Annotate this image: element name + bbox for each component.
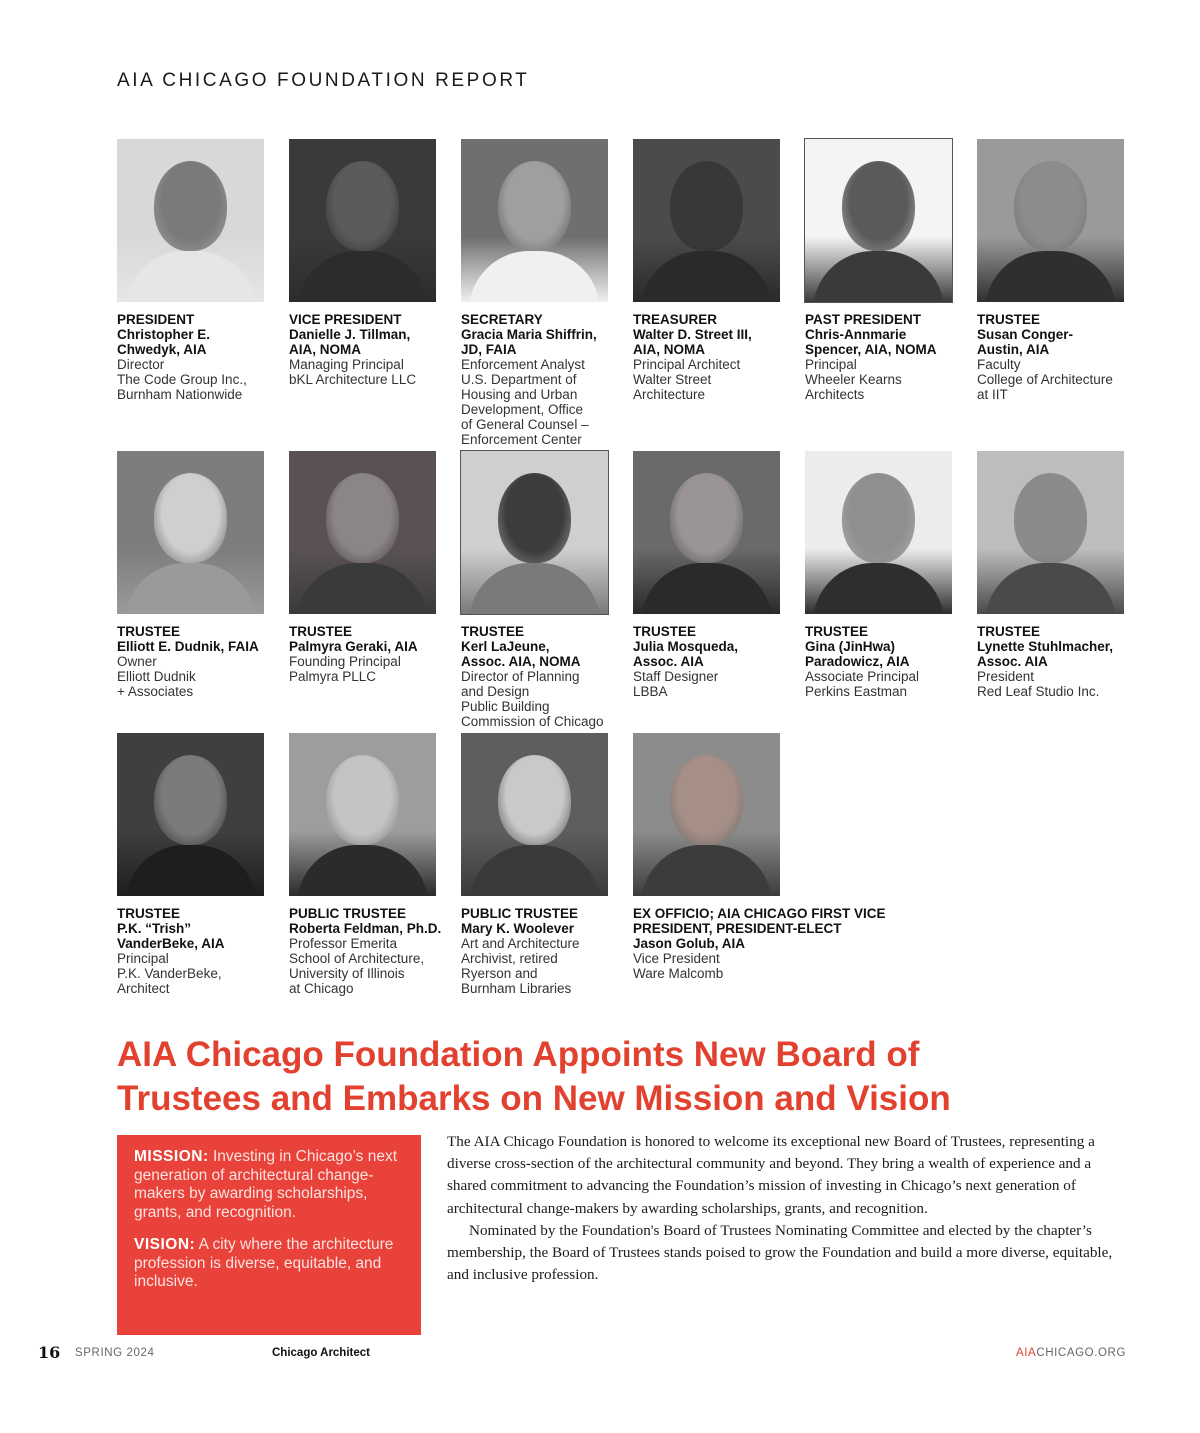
member-role: TRUSTEE bbox=[977, 624, 1041, 639]
page-footer bbox=[0, 1343, 1200, 1366]
member-affiliation: President Red Leaf Studio Inc. bbox=[977, 669, 1100, 699]
website-link[interactable] bbox=[1016, 1347, 1126, 1359]
portrait-face bbox=[498, 161, 571, 251]
member-name: Elliott E. Dudnik, FAIA bbox=[117, 639, 259, 654]
board-member-card bbox=[977, 139, 1137, 402]
portrait-face bbox=[498, 755, 571, 845]
portrait-face bbox=[670, 755, 743, 845]
member-portrait bbox=[633, 139, 780, 302]
member-name: Gina (JinHwa) Paradowicz, AIA bbox=[805, 639, 910, 669]
mission-statement bbox=[134, 1148, 404, 1222]
page-number: 16 bbox=[38, 1343, 61, 1362]
portrait-face bbox=[154, 755, 227, 845]
portrait-face bbox=[154, 473, 227, 563]
member-portrait bbox=[633, 451, 780, 614]
board-member-card bbox=[289, 139, 449, 387]
member-affiliation: Director The Code Group Inc., Burnham Nationwide bbox=[117, 357, 247, 402]
board-member-card bbox=[461, 451, 621, 729]
member-portrait bbox=[461, 733, 608, 896]
member-role: PUBLIC TRUSTEE bbox=[289, 906, 407, 921]
article-headline: AIA Chicago Foundation Appoints New Board of Trustees and Embarks on New Mission and Vision bbox=[117, 1035, 951, 1118]
member-role: TRUSTEE bbox=[117, 624, 181, 639]
mission-vision-callout bbox=[117, 1135, 421, 1335]
member-portrait bbox=[117, 733, 264, 896]
member-portrait bbox=[805, 451, 952, 614]
member-name: Jason Golub, AIA bbox=[633, 936, 746, 951]
magazine-title: Chicago Architect bbox=[272, 1347, 370, 1359]
member-role: TRUSTEE bbox=[461, 624, 525, 639]
website-prefix: AIA bbox=[1015, 1347, 1037, 1359]
board-member-card bbox=[461, 139, 621, 447]
issue-date: SPRING 2024 bbox=[75, 1347, 155, 1359]
member-role: TRUSTEE bbox=[117, 906, 181, 921]
member-role: PRESIDENT bbox=[117, 312, 195, 327]
board-member-card bbox=[633, 733, 933, 981]
member-portrait bbox=[461, 139, 608, 302]
website-suffix: CHICAGO.ORG bbox=[1036, 1347, 1126, 1359]
portrait-face bbox=[326, 473, 399, 563]
member-affiliation: Principal Wheeler Kearns Architects bbox=[805, 357, 902, 402]
member-affiliation: Professor Emerita School of Architecture, University of Illinois at Chicago bbox=[289, 936, 425, 996]
member-name: Chris-Annmarie Spencer, AIA, NOMA bbox=[805, 327, 937, 357]
member-role: PAST PRESIDENT bbox=[805, 312, 922, 327]
member-portrait bbox=[461, 451, 608, 614]
member-name: Palmyra Geraki, AIA bbox=[289, 639, 418, 654]
member-role: TRUSTEE bbox=[805, 624, 869, 639]
member-portrait bbox=[805, 139, 952, 302]
member-role: TRUSTEE bbox=[289, 624, 353, 639]
vision-label: VISION: bbox=[134, 1236, 196, 1253]
member-affiliation: Enforcement Analyst U.S. Department of Housing and Urban Development, Office of General Counsel – Enforcement Center bbox=[461, 357, 589, 447]
board-member-card bbox=[977, 451, 1137, 699]
member-name: Julia Mosqueda, Assoc. AIA bbox=[633, 639, 739, 669]
article-paragraph-2: Nominated by the Foundation's Board of Trustees Nominating Committee and elected by the chapter’s membership, the Board of Trustees stands poised to grow the Foundation and build a more diverse, equitable, and inclusive profession. bbox=[447, 1221, 1113, 1284]
member-role: TRUSTEE bbox=[633, 624, 697, 639]
member-affiliation: Associate Principal Perkins Eastman bbox=[805, 669, 920, 699]
member-affiliation: Principal Architect Walter Street Architecture bbox=[633, 357, 741, 402]
portrait-face bbox=[326, 755, 399, 845]
board-member-card bbox=[117, 451, 277, 699]
member-name: Susan Conger- Austin, AIA bbox=[977, 327, 1074, 357]
member-name: Gracia Maria Shiffrin, JD, FAIA bbox=[461, 327, 597, 357]
board-member-card bbox=[805, 139, 965, 402]
member-affiliation: Director of Planning and Design Public Building Commission of Chicago bbox=[461, 669, 604, 729]
board-member-card bbox=[633, 451, 793, 699]
member-portrait bbox=[977, 139, 1124, 302]
member-name: P.K. “Trish” VanderBeke, AIA bbox=[117, 921, 225, 951]
board-member-card bbox=[289, 733, 449, 996]
portrait-face bbox=[842, 473, 915, 563]
member-name: Walter D. Street III, AIA, NOMA bbox=[633, 327, 752, 357]
board-member-card bbox=[117, 139, 277, 402]
board-member-card bbox=[805, 451, 965, 699]
vision-statement bbox=[134, 1236, 404, 1292]
member-name: Kerl LaJeune, Assoc. AIA, NOMA bbox=[461, 639, 581, 669]
member-name: Mary K. Woolever bbox=[461, 921, 575, 936]
member-portrait bbox=[289, 139, 436, 302]
member-portrait bbox=[117, 139, 264, 302]
report-header: AIA CHICAGO FOUNDATION REPORT bbox=[117, 70, 530, 91]
member-role: EX OFFICIO; AIA CHICAGO FIRST VICE PRESIDENT, PRESIDENT-ELECT bbox=[633, 906, 886, 936]
portrait-face bbox=[670, 473, 743, 563]
board-member-card bbox=[461, 733, 621, 996]
board-member-card bbox=[289, 451, 449, 684]
member-affiliation: Staff Designer LBBA bbox=[633, 669, 719, 699]
article-paragraph-1: The AIA Chicago Foundation is honored to welcome its exceptional new Board of Trustees, representing a diverse cross-section of the architectural community and beyond. They bring a wealth of experience and a shared commitment to advancing the Foundation’s mission of investing in Chicago’s next generation of architectural change-makers by awarding scholarships, grants, and recognition. bbox=[447, 1133, 1095, 1217]
member-portrait bbox=[633, 733, 780, 896]
member-affiliation: Managing Principal bKL Architecture LLC bbox=[289, 357, 417, 387]
member-role: TREASURER bbox=[633, 312, 718, 327]
portrait-face bbox=[154, 161, 227, 251]
member-affiliation: Principal P.K. VanderBeke, Architect bbox=[117, 951, 222, 996]
member-portrait bbox=[117, 451, 264, 614]
portrait-face bbox=[670, 161, 743, 251]
vision-text: A city where the architecture profession is diverse, equitable, and inclusive. bbox=[134, 1236, 394, 1290]
board-member-card bbox=[117, 733, 277, 996]
member-portrait bbox=[289, 733, 436, 896]
member-role: VICE PRESIDENT bbox=[289, 312, 402, 327]
portrait-face bbox=[326, 161, 399, 251]
member-affiliation: Vice President Ware Malcomb bbox=[633, 951, 724, 981]
member-name: Roberta Feldman, Ph.D. bbox=[289, 921, 442, 936]
portrait-face bbox=[1014, 473, 1087, 563]
portrait-face bbox=[498, 473, 571, 563]
member-affiliation: Owner Elliott Dudnik + Associates bbox=[117, 654, 196, 699]
member-affiliation: Faculty College of Architecture at IIT bbox=[977, 357, 1113, 402]
member-portrait bbox=[289, 451, 436, 614]
mission-label: MISSION: bbox=[134, 1148, 209, 1165]
member-role: SECRETARY bbox=[461, 312, 543, 327]
portrait-face bbox=[1014, 161, 1087, 251]
article-body bbox=[447, 1131, 1127, 1286]
member-role: TRUSTEE bbox=[977, 312, 1041, 327]
portrait-face bbox=[842, 161, 915, 251]
member-name: Danielle J. Tillman, AIA, NOMA bbox=[289, 327, 411, 357]
member-role: PUBLIC TRUSTEE bbox=[461, 906, 579, 921]
mission-text: Investing in Chicago’s next generation of architectural change-makers by awarding scholarships, grants, and recognition. bbox=[134, 1148, 398, 1221]
member-affiliation: Art and Architecture Archivist, retired Ryerson and Burnham Libraries bbox=[461, 936, 580, 996]
member-name: Christopher E. Chwedyk, AIA bbox=[117, 327, 211, 357]
board-member-card bbox=[633, 139, 793, 402]
member-affiliation: Founding Principal Palmyra PLLC bbox=[289, 654, 401, 684]
member-portrait bbox=[977, 451, 1124, 614]
member-name: Lynette Stuhlmacher, Assoc. AIA bbox=[977, 639, 1114, 669]
